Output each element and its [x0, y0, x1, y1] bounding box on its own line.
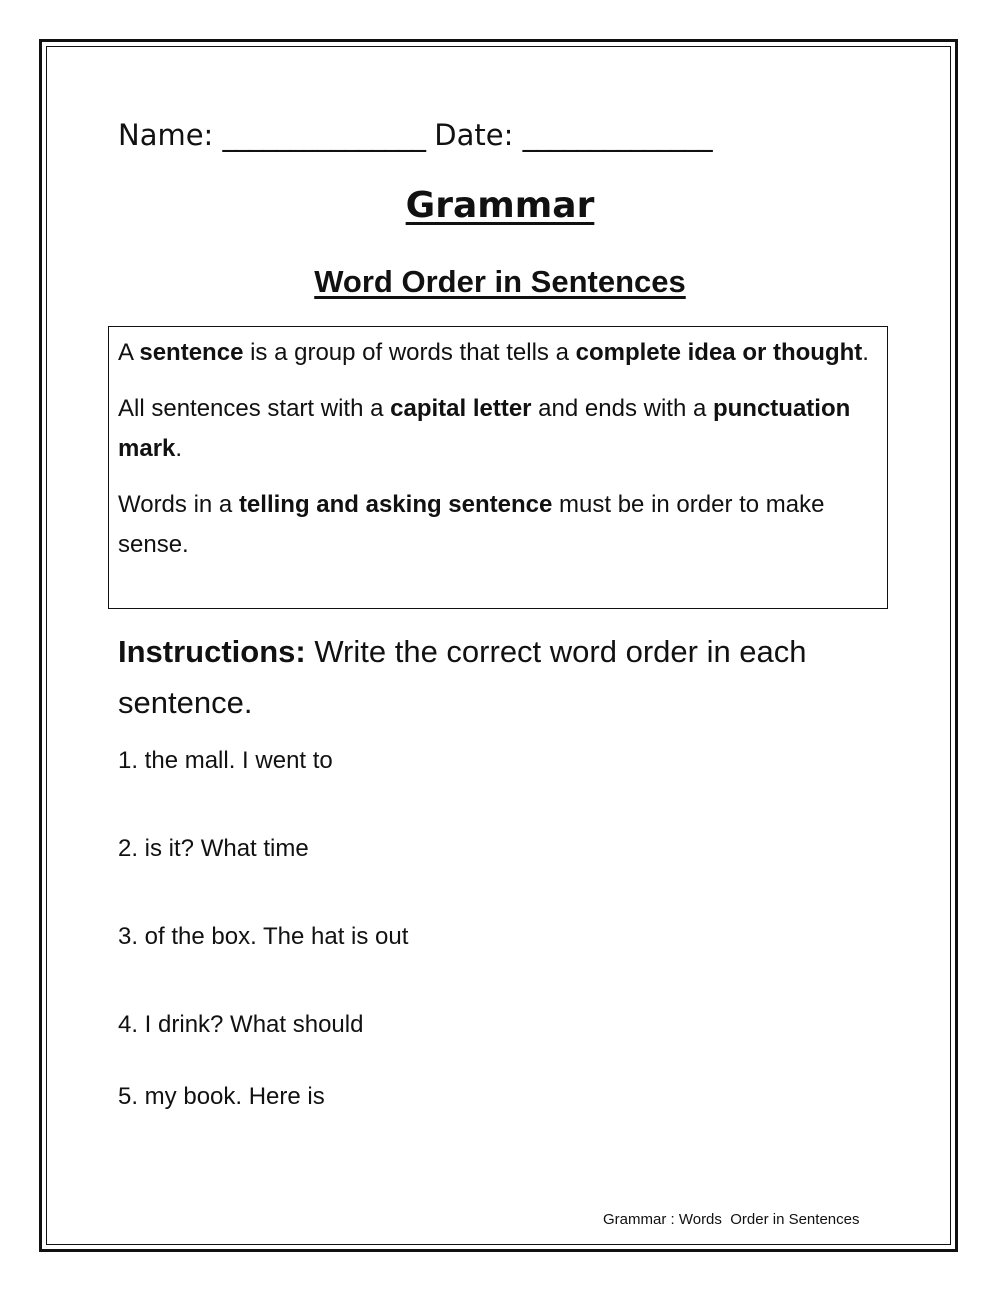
definition-paragraph-3 [118, 485, 877, 565]
instructions [118, 626, 878, 728]
bold-term: capital letter [390, 395, 532, 422]
text-run: Words in a [118, 491, 239, 518]
page-footer: Grammar : Words Order in Sentences [603, 1211, 860, 1228]
definition-box [108, 326, 888, 609]
instructions-label: Instructions: [118, 634, 306, 669]
exercise-item-4: 4. I drink? What should [118, 1011, 364, 1038]
name-label: Name: [118, 118, 214, 152]
exercise-item-3: 3. of the box. The hat is out [118, 923, 409, 950]
page-title: Grammar [405, 185, 595, 226]
definition-paragraph-1 [118, 333, 877, 373]
bold-term: complete idea or thought [575, 339, 863, 366]
name-date-line [118, 118, 712, 152]
text-run: All sentences start with a [118, 395, 391, 422]
text-run: and ends with a [531, 395, 713, 422]
bold-term: punctuation mark [118, 395, 851, 462]
page-subtitle: Word Order in Sentences [314, 264, 686, 299]
definition-paragraph-2 [118, 389, 877, 469]
exercise-item-5: 5. my book. Here is [118, 1083, 325, 1110]
text-run: . [175, 435, 183, 462]
text-run: . [862, 339, 869, 366]
text-run: must be in order to make sense. [118, 491, 825, 558]
name-blank: _______________ [222, 118, 426, 152]
text-run: A [118, 339, 140, 366]
exercise-item-1: 1. the mall. I went to [118, 747, 333, 774]
date-label: Date: [434, 118, 514, 152]
date-blank: ______________ [522, 118, 712, 152]
exercise-item-2: 2. is it? What time [118, 835, 309, 862]
bold-term: sentence [139, 339, 244, 366]
bold-term: telling and asking sentence [238, 491, 553, 518]
instructions-text: Write the correct word order in each sentence. [118, 634, 807, 720]
text-run: is a group of words that tells a [243, 339, 576, 366]
